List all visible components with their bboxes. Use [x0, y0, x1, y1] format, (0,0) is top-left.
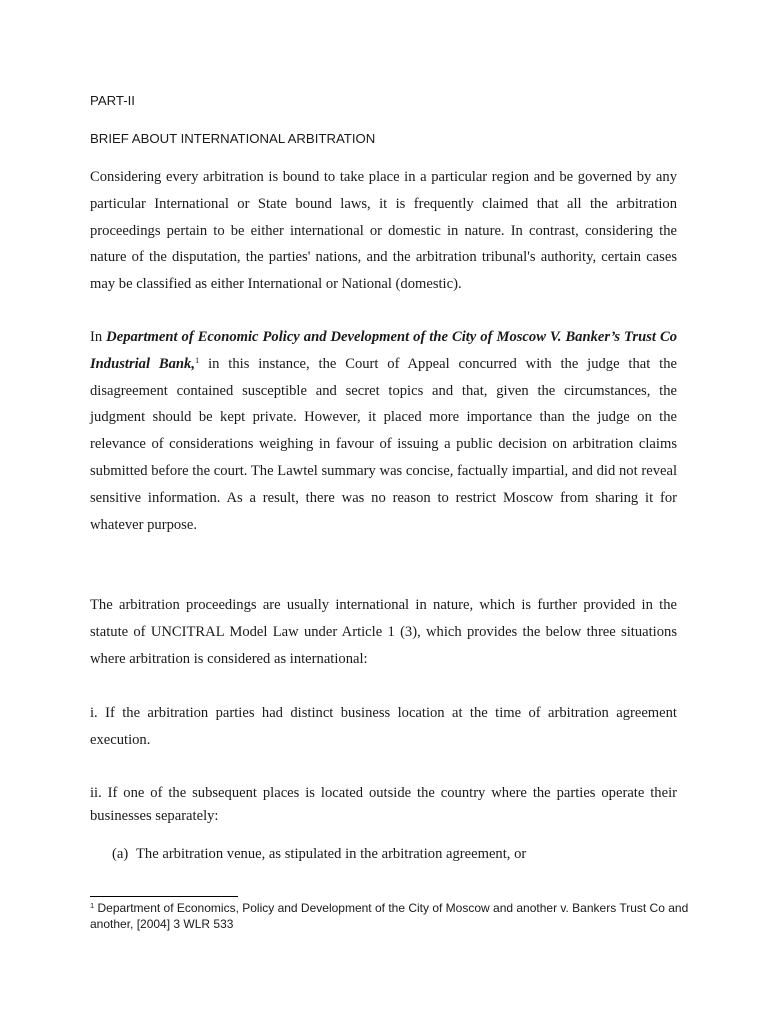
case-name: Department of Economic Policy and Development of the City of Moscow V. Banker’s Trust Co Industrial Bank,	[90, 329, 677, 372]
section-heading: BRIEF ABOUT INTERNATIONAL ARBITRATION	[90, 131, 376, 146]
footnote-number: 1	[90, 901, 95, 910]
footnote-reference[interactable]: 1	[194, 354, 200, 365]
list-item-a	[112, 846, 526, 863]
paragraph-3: The arbitration proceedings are usually international in nature, which is further provided in the statute of UNCITRAL Model Law under Article 1 (3), which provides the below three situations where arbitration is considered as international:	[90, 597, 677, 667]
list-item-i: i. If the arbitration parties had distinct business location at the time of arbitration agreement execution.	[90, 705, 677, 748]
part-label: PART-II	[90, 93, 135, 108]
footnote-separator	[90, 896, 238, 897]
paragraph-1: Considering every arbitration is bound to take place in a particular region and be governed by any particular International or State bound laws, it is frequently claimed that all the arbitration proceedings pertain to be either international or domestic in nature. In contrast, considering the nature of the disputation, the parties' nations, and the arbitration tribunal's authority, certain cases may be classified as either International or National (domestic).	[90, 169, 677, 293]
paragraph-2-body: in this instance, the Court of Appeal concurred with the judge that the disagreement contained susceptible and secret topics and that, given the circumstances, the judgment should be kept private. However, it placed more importance than the judge on the relevance of considerations weighing in favour of issuing a public decision on arbitration claims submitted before the court. The Lawtel summary was concise, factually impartial, and did not reveal sensitive information. As a result, there was no reason to restrict Moscow from sharing it for whatever purpose.	[90, 355, 677, 533]
paragraph-2-lead: In	[90, 329, 107, 345]
list-item-a-text: The arbitration venue, as stipulated in the arbitration agreement, or	[136, 846, 527, 862]
footnote-text: Department of Economics, Policy and Development of the City of Moscow and another v. Bankers Trust Co and another, [2004] 3 WLR 533	[90, 901, 689, 931]
footnote	[90, 901, 690, 932]
list-item-ii: ii. If one of the subsequent places is located outside the country where the parties operate their businesses separately:	[90, 785, 677, 824]
paragraph-2	[90, 324, 677, 538]
list-item-a-label: (a)	[112, 846, 129, 862]
